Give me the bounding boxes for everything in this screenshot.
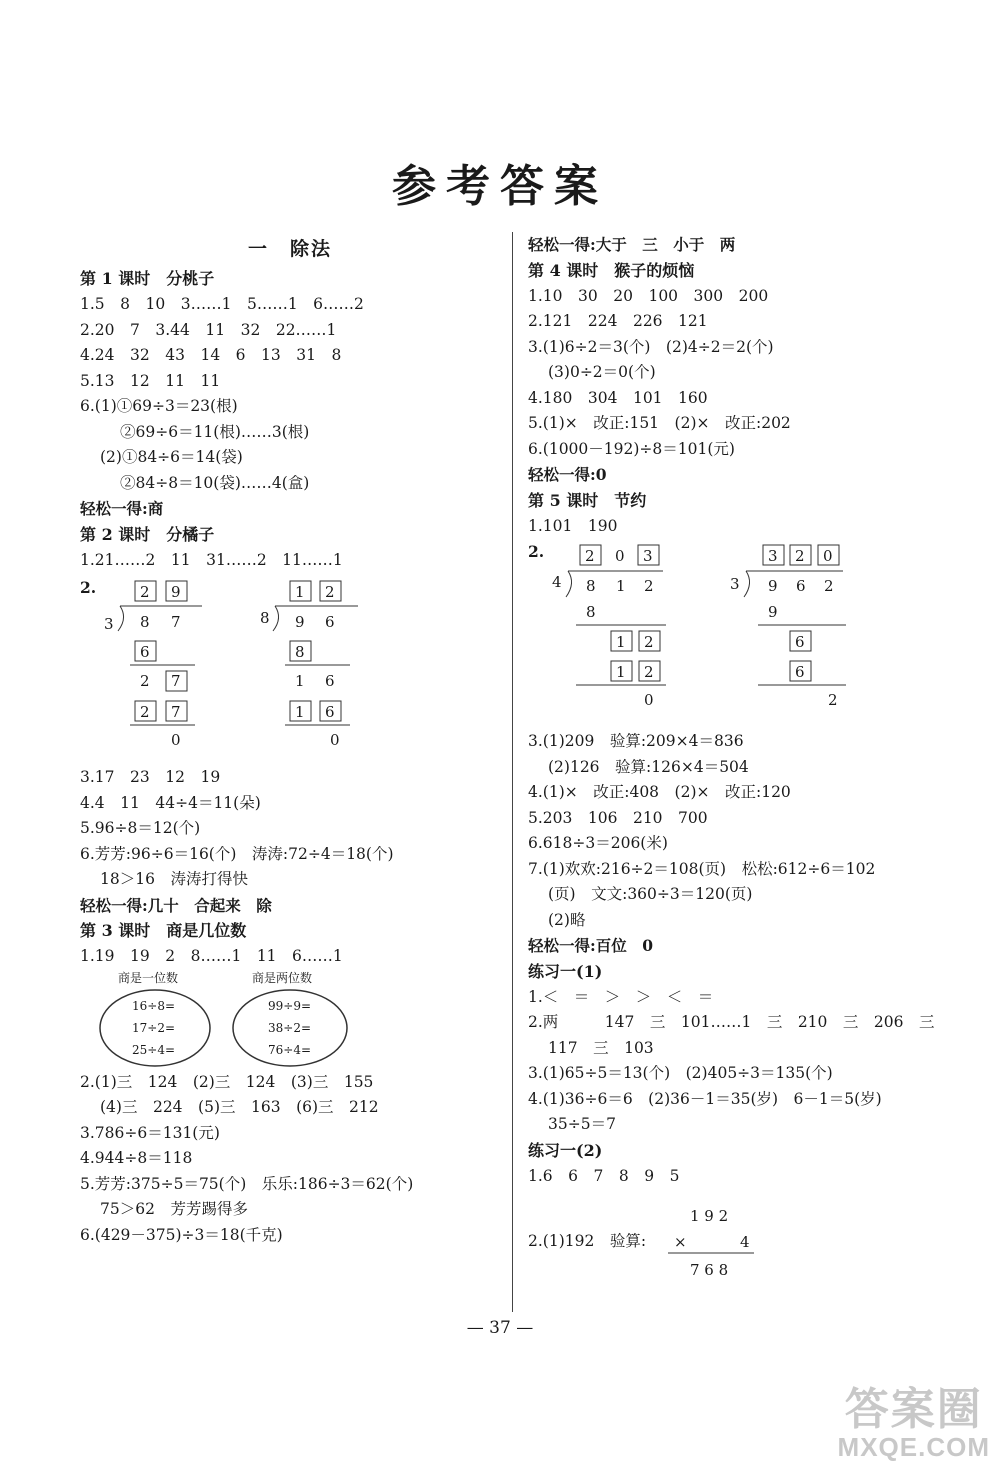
answer-line: 5.13 12 11 11 — [80, 371, 221, 390]
oval-sort-figure — [80, 970, 500, 1070]
answer-line: 1.21……2 11 31……2 11……1 — [80, 550, 343, 569]
quotient-digit: 2 — [795, 547, 805, 565]
left-column — [80, 232, 500, 1248]
answer-line: 2.(1)192 验算: — [528, 1232, 647, 1250]
answer-line: (3)0÷2＝0(个) — [548, 363, 656, 381]
oval-item: 16÷8= — [132, 998, 176, 1013]
answer-line: 5.203 106 210 700 — [528, 808, 708, 827]
step-digit: 1 — [295, 703, 305, 721]
multiplier: 4 — [740, 1233, 750, 1251]
step-digit: 8 — [586, 603, 596, 621]
watermark-url: MXQE.COM — [837, 1432, 990, 1462]
vertical-multiplication-block — [528, 1189, 968, 1285]
step-digit: 2 — [140, 703, 150, 721]
quotient-digit: 2 — [140, 583, 150, 601]
final-remainder: 2 — [828, 691, 838, 709]
lesson-2-heading: 第 2 课时 分橘子 — [80, 524, 215, 544]
remainder-digit: 2 — [140, 672, 150, 690]
step-digit: 1 — [616, 663, 626, 681]
easy-gain: 轻松一得:几十 合起来 除 — [80, 895, 272, 915]
divisor: 3 — [104, 615, 114, 633]
step-digit: 8 — [295, 643, 305, 661]
lesson-4-heading: 第 4 课时 猴子的烦恼 — [528, 260, 695, 280]
divisor: 8 — [260, 609, 270, 627]
answer-line: (页) 文文:360÷3＝120(页) — [548, 885, 753, 903]
step-digit: 9 — [768, 603, 778, 621]
oval-item: 38÷2= — [268, 1020, 312, 1035]
quotient-digit: 0 — [615, 547, 625, 565]
answer-line: 3.(1)65÷5＝13(个) (2)405÷3＝135(个) — [528, 1064, 833, 1082]
answer-line: 2.121 224 226 121 — [528, 312, 708, 330]
answer-line: (4)三 224 (5)三 163 (6)三 212 — [100, 1098, 379, 1116]
quotient-digit: 9 — [171, 583, 181, 601]
answer-line: 4.(1)× 改正:408 (2)× 改正:120 — [528, 783, 791, 801]
answer-line: 6.(429－375)÷3＝18(千克) — [80, 1225, 283, 1244]
dividend-digit: 8 — [586, 577, 596, 595]
long-division-b — [730, 545, 846, 709]
answer-line: 18＞16 涛涛打得快 — [100, 870, 248, 888]
lesson-3-heading: 第 3 课时 商是几位数 — [80, 921, 247, 940]
question-number: 2. — [528, 542, 545, 561]
answer-line: 5.96÷8＝12(个) — [80, 819, 201, 837]
answer-line: ②84÷8＝10(袋)……4(盒) — [120, 473, 310, 492]
long-division-figure — [80, 573, 500, 765]
easy-gain: 轻松一得:商 — [80, 499, 164, 518]
easy-gain: 轻松一得:百位 0 — [528, 936, 654, 955]
answer-line: 5.(1)× 改正:151 (2)× 改正:202 — [528, 414, 791, 432]
divisor: 3 — [730, 575, 740, 593]
multiply-sign: × — [674, 1233, 687, 1251]
oval-label: 商是两位数 — [252, 970, 313, 985]
dividend-digit: 8 — [140, 613, 150, 631]
vertical-multiplication — [528, 1189, 968, 1285]
watermark-logo: 答案圈 — [844, 1385, 983, 1434]
remainder-digit: 6 — [795, 633, 805, 651]
remainder-digit: 2 — [644, 633, 654, 651]
answer-line: 4.(1)36÷6＝6 (2)36－1＝35(岁) 6－1＝5(岁) — [528, 1089, 882, 1108]
step-digit: 6 — [795, 663, 805, 681]
answer-line: 7.(1)欢欢:216÷2＝108(页) 松松:612÷6＝102 — [528, 859, 876, 878]
remainder-digit: 1 — [295, 672, 305, 690]
oval-item: 76÷4= — [268, 1042, 312, 1057]
easy-gain: 轻松一得:0 — [528, 465, 607, 484]
answer-line: (2)126 验算:126×4＝504 — [548, 757, 749, 776]
final-remainder: 0 — [171, 731, 181, 749]
answer-line: 5.芳芳:375÷5＝75(个) 乐乐:186÷3＝62(个) — [80, 1174, 414, 1193]
easy-gain: 轻松一得:大于 三 小于 两 — [528, 235, 736, 254]
column-divider — [512, 232, 513, 1312]
oval-item: 25÷4= — [132, 1042, 176, 1057]
dividend-digit: 2 — [644, 577, 654, 595]
oval-item: 17÷2= — [132, 1020, 176, 1035]
dividend-digit: 6 — [325, 613, 335, 631]
answer-line: 3.(1)6÷2＝3(个) (2)4÷2＝2(个) — [528, 337, 774, 356]
product: 7 6 8 — [690, 1261, 729, 1279]
answer-line: 4.24 32 43 14 6 13 31 8 — [80, 346, 342, 364]
section-heading: 一 除法 — [247, 238, 332, 260]
answer-line: 1.10 30 20 100 300 200 — [528, 286, 769, 305]
dividend-digit: 9 — [295, 613, 305, 631]
answer-line: 3.(1)209 验算:209×4＝836 — [528, 732, 744, 750]
answer-line: 4.944÷8＝118 — [80, 1149, 193, 1167]
quotient-digit: 3 — [768, 547, 778, 565]
answer-line: 1.19 19 2 8……1 11 6……1 — [80, 947, 343, 965]
quotient-digit: 3 — [643, 547, 653, 565]
oval-item: 99÷9= — [268, 998, 312, 1013]
division-bracket — [566, 571, 572, 597]
step-digit: 7 — [171, 703, 181, 721]
answer-line: 117 三 103 — [548, 1038, 654, 1057]
quotient-digit: 1 — [295, 583, 305, 601]
lesson-5-heading: 第 5 课时 节约 — [528, 490, 647, 510]
step-digit: 6 — [140, 643, 150, 661]
division-bracket — [118, 606, 124, 631]
long-division-figure — [528, 539, 968, 729]
answer-line: (2)略 — [548, 910, 586, 929]
answer-line: ②69÷6＝11(根)……3(根) — [120, 422, 310, 441]
final-remainder: 0 — [644, 691, 654, 709]
oval-sort-block — [80, 970, 500, 1070]
page-number: — 37 — — [466, 1318, 534, 1338]
answer-line: 6.618÷3＝206(米) — [528, 834, 668, 852]
dividend-digit: 6 — [796, 577, 806, 595]
division-bracket — [744, 571, 750, 597]
quotient-digit: 0 — [823, 547, 833, 565]
answer-line: 3.786÷6＝131(元) — [80, 1123, 220, 1142]
oval-label: 商是一位数 — [118, 970, 179, 985]
answer-line: 6.芳芳:96÷6＝16(个) 涛涛:72÷4＝18(个) — [80, 844, 394, 863]
multiplicand: 1 9 2 — [690, 1207, 729, 1225]
practice-1-heading: 练习一(1) — [528, 961, 603, 981]
long-division-a — [552, 545, 666, 709]
answer-line: 4.180 304 101 160 — [528, 388, 708, 407]
answer-line: 3.17 23 12 19 — [80, 768, 221, 786]
practice-2-heading: 练习一(2) — [528, 1140, 603, 1160]
step-digit: 2 — [644, 663, 654, 681]
answer-line: 1.5 8 10 3……1 5……1 6……2 — [80, 295, 364, 313]
site-watermark — [838, 1387, 990, 1461]
answer-line: 2.(1)三 124 (2)三 124 (3)三 155 — [80, 1072, 374, 1091]
page-title: 参考答案 — [392, 161, 608, 212]
answer-line: (2)①84÷6＝14(袋) — [100, 448, 243, 466]
answer-line: 6.(1000－192)÷8＝101(元) — [528, 439, 735, 458]
dividend-digit: 7 — [171, 613, 181, 631]
dividend-digit: 9 — [768, 577, 778, 595]
division-bracket — [273, 606, 279, 631]
answer-line: 75＞62 芳芳踢得多 — [100, 1200, 248, 1218]
long-division-block — [80, 573, 500, 765]
dividend-digit: 2 — [824, 577, 834, 595]
long-division-a — [104, 581, 202, 749]
right-column — [528, 232, 968, 1285]
remainder-digit: 1 — [616, 633, 626, 651]
remainder-digit: 7 — [171, 672, 181, 690]
lesson-1-heading: 第 1 课时 分桃子 — [80, 269, 215, 288]
answer-line: 35÷5＝7 — [548, 1115, 616, 1133]
quotient-digit: 2 — [325, 583, 335, 601]
final-remainder: 0 — [330, 731, 340, 749]
divisor: 4 — [552, 573, 562, 591]
long-division-b — [260, 581, 358, 749]
answer-line: 1.6 6 7 8 9 5 — [528, 1166, 680, 1185]
answer-line: 1.101 190 — [528, 516, 618, 535]
step-digit: 6 — [325, 703, 335, 721]
answer-line: 4.4 11 44÷4＝11(朵) — [80, 793, 261, 812]
answer-line: 1.＜ ＝ ＞ ＞ ＜ ＝ — [528, 987, 714, 1006]
answer-line: 2.20 7 3.44 11 32 22……1 — [80, 320, 337, 339]
dividend-digit: 1 — [616, 577, 626, 595]
long-division-block — [528, 539, 968, 729]
quotient-digit: 2 — [585, 547, 595, 565]
answer-line: 6.(1)①69÷3＝23(根) — [80, 397, 238, 415]
question-number: 2. — [80, 578, 97, 597]
answer-line: 2.两 147 三 101……1 三 210 三 206 三 — [528, 1013, 935, 1031]
remainder-digit: 6 — [325, 672, 335, 690]
